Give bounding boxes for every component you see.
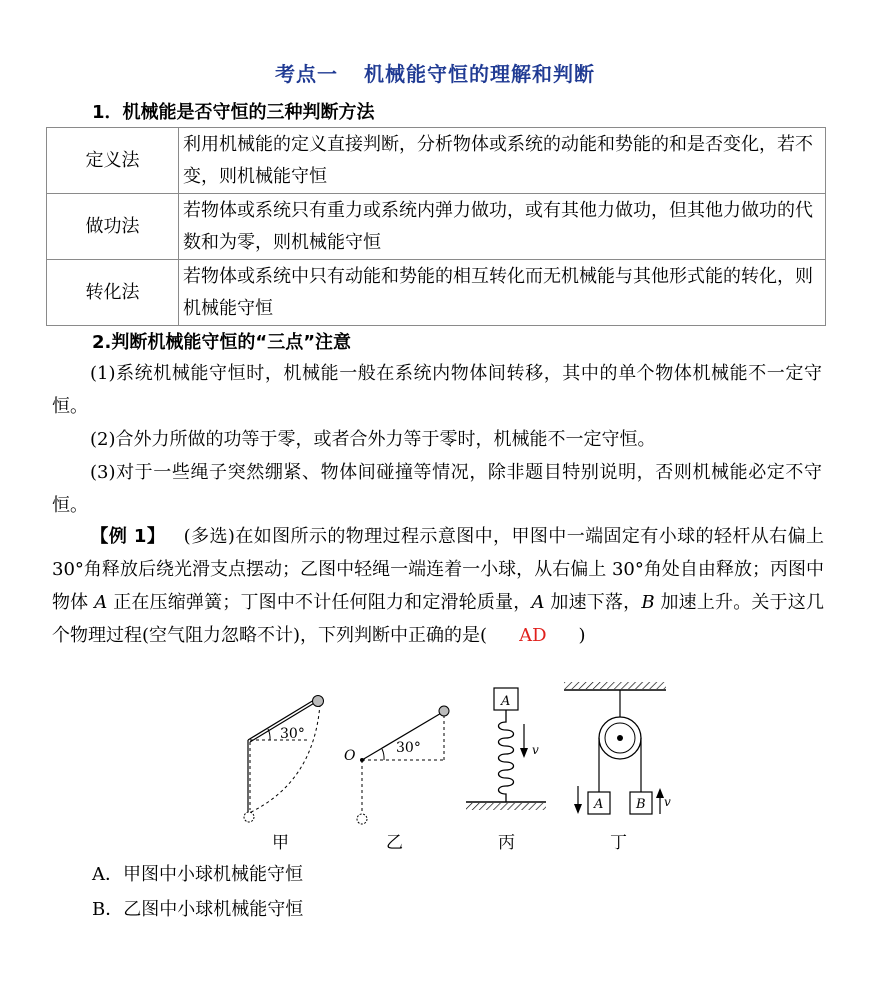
method-desc: 利用机械能的定义直接判断，分析物体或系统的动能和势能的和是否变化，若不变，则机械能守恒 [179,128,826,194]
angle-label-yi: 30° [396,740,421,756]
diagram-jia [244,696,324,854]
example-tag: 【例 1】 [90,526,166,547]
page-title: 考点一 机械能守恒的理解和判断 [275,62,595,86]
caption-yi: 乙 [386,833,403,853]
angle-label-jia: 30° [280,726,305,742]
diagram-ding [564,682,671,853]
diagram-bing [466,688,546,853]
answer-text: AD [519,625,547,646]
table-row [47,128,826,194]
method-name: 转化法 [47,260,179,326]
caption-bing: 丙 [498,833,515,853]
method-desc: 若物体或系统只有重力或系统内弹力做功，或有其他力做功，但其他力做功的代数和为零，则机械能守恒 [179,194,826,260]
section2-heading: 2.判断机械能守恒的“三点”注意 [92,332,352,353]
pulley-block-a-label: A [594,797,604,812]
note-paragraph-1: (1)系统机械能守恒时，机械能一般在系统内物体间转移，其中的单个物体机械能不一定守恒。 [52,363,822,417]
table-row [47,194,826,260]
diagram-yi [344,706,449,853]
velocity-label-bing: v [532,743,539,757]
note-paragraph-3: (3)对于一些绳子突然绷紧、物体间碰撞等情况，除非题目特别说明，否则机械能必定不守恒。 [52,462,822,516]
option-b: B．乙图中小球机械能守恒 [92,899,304,920]
method-name: 定义法 [47,128,179,194]
caption-jia: 甲 [272,833,289,853]
methods-table [46,127,826,326]
example-question: 【例 1】 (多选)在如图所示的物理过程示意图中，甲图中一端固定有小球的轻杆从右偏上 30°角释放后绕光滑支点摆动；乙图中轻绳一端连着一小球，从右偏上 30°角处自由释放；丙图中物体 A 正在压缩弹簧；丁图中不计任何阻力和定滑轮质量，A 加速下落，B 加速上升。关于这几个物理过程(空气阻力忽略不计)，下列判断中正确的是( AD ) [52,520,824,652]
block-a-label: A [501,694,511,709]
pulley-block-b-label: B [636,797,646,812]
section1-heading: 1．机械能是否守恒的三种判断方法 [92,102,375,123]
table-row [47,260,826,326]
velocity-label-ding: v [664,795,671,809]
physics-diagram [232,682,682,854]
option-a: A．甲图中小球机械能守恒 [92,864,303,885]
caption-ding: 丁 [610,833,627,853]
note-paragraph-2: (2)合外力所做的功等于零，或者合外力等于零时，机械能不一定守恒。 [90,429,656,450]
method-desc: 若物体或系统中只有动能和势能的相互转化而无机械能与其他形式能的转化，则机械能守恒 [179,260,826,326]
pivot-label-o: O [344,748,356,764]
method-name: 做功法 [47,194,179,260]
